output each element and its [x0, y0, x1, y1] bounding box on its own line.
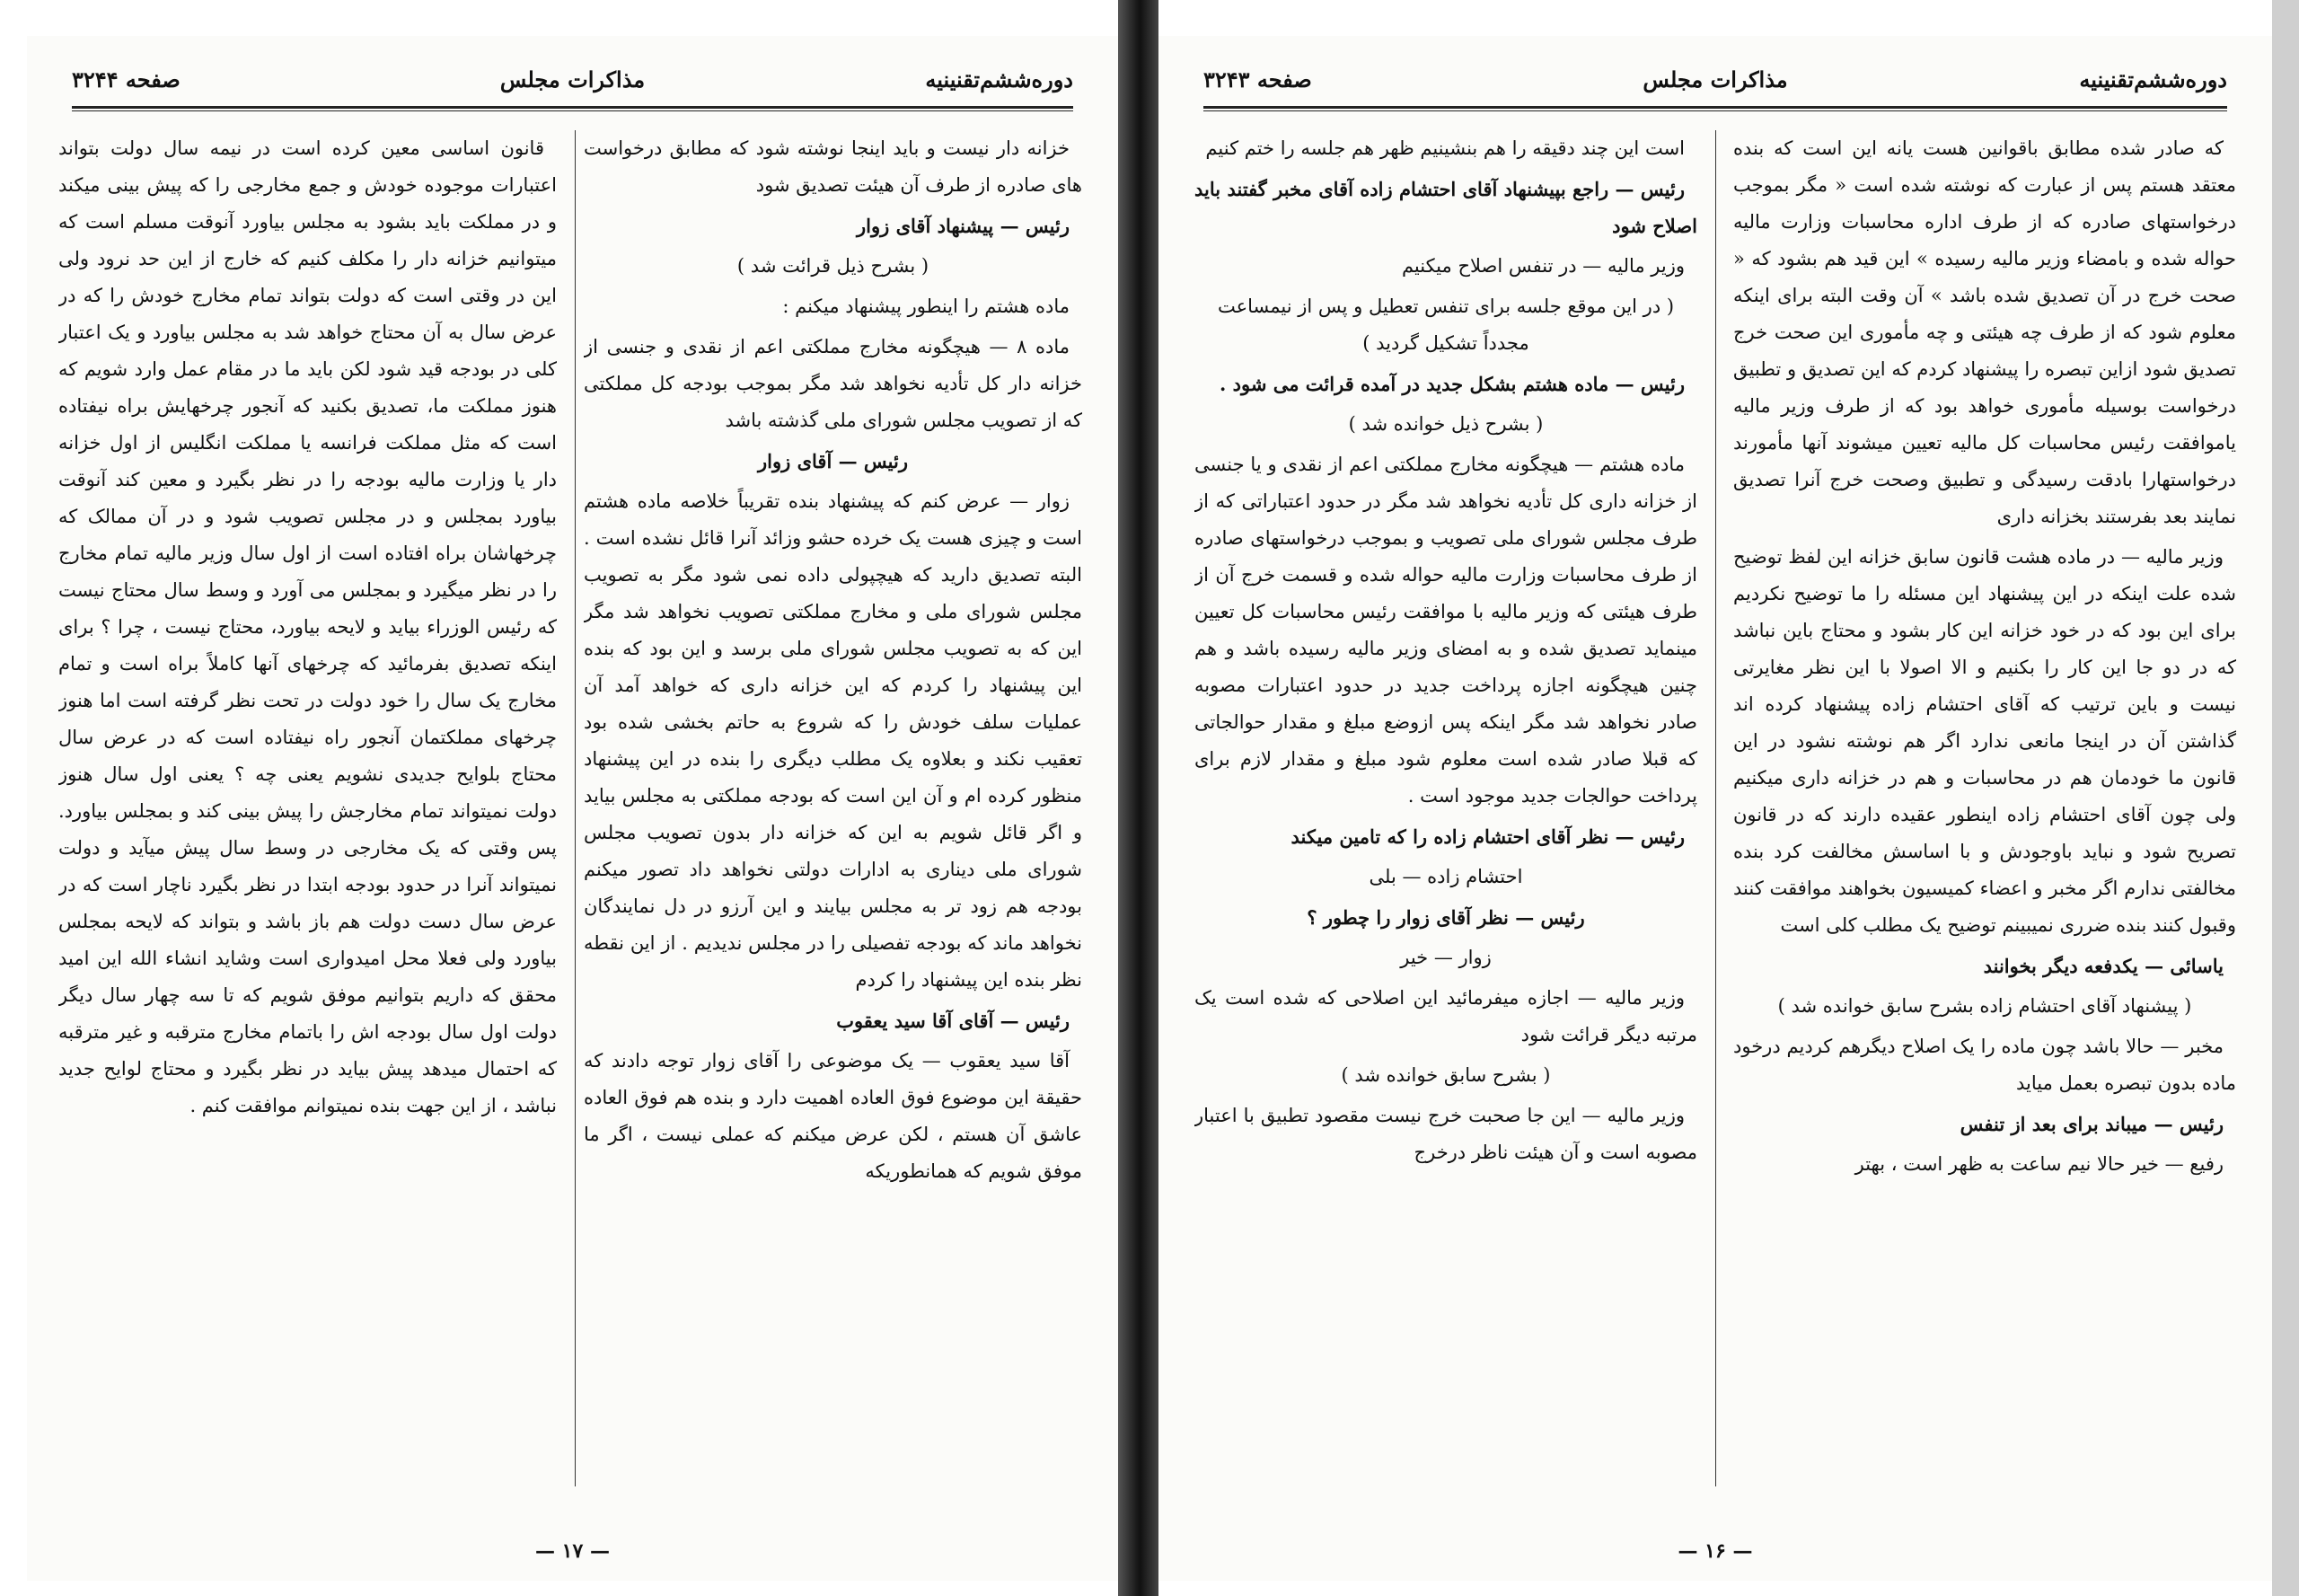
paragraph: وزیر مالیه — این جا صحبت خرج نیست مقصود تطبیق با اعتبار مصوبه است و آن هیئت ناظر درخرج [1194, 1105, 1697, 1163]
paragraph: وزیر مالیه — در تنفس اصلاح میکنیم [1401, 255, 1685, 277]
right-page-header [1203, 54, 2227, 108]
speaker-line: رئیس — نظر آقای زوار را چطور ؟ [1307, 906, 1585, 929]
header-session: دوره‌ششم‌تقنینیه [925, 66, 1073, 93]
paragraph: آقا سید یعقوب — یک موضوعی را آقای زوار توجه دادند که حقیقة این موضوع فوق العاده اهمیت دارد و بنده هم فوق العاده عاشق آن هستم ، لکن عرض میکنم که عملی نیست ، اگر ما موفق شویم که همانطوریکه [584, 1050, 1082, 1182]
paragraph: ماده هشتم را اینطور پیشنهاد میکنم : [782, 295, 1070, 317]
speaker-line: رئیس — راجع بپیشنهاد آقای احتشام زاده آقای مخبر گفتند باید اصلاح شود [1194, 178, 1697, 237]
header-rule-thin [72, 110, 1073, 111]
stage-note: ( بشرح ذیل قرائت شد ) [736, 255, 929, 277]
stage-note: ( بشرح سابق خوانده شد ) [1341, 1064, 1551, 1086]
right-page-left-column [1194, 130, 1697, 1486]
speaker-line: رئیس — ماده هشتم بشکل جدید در آمده قرائت می شود . [1220, 373, 1685, 395]
paragraph: خزانه دار نیست و باید اینجا نوشته شود که مطابق درخواست های صادره از طرف آن هیئت تصدیق شود [584, 137, 1082, 196]
speaker-line: رئیس — آقای زوار [758, 450, 908, 472]
folio-number: — ۱۶ — [1678, 1539, 1753, 1563]
left-page-left-column [58, 130, 557, 1486]
right-page [1158, 36, 2272, 1581]
speaker-line: رئیس — پیشنهاد آقای زوار [857, 215, 1070, 237]
column-divider [1715, 130, 1716, 1486]
speaker-line: رئیس — نظر آقای احتشام زاده را که تامین میکند [1290, 825, 1685, 848]
scanner-edge [2272, 0, 2299, 1596]
book-gutter [1118, 0, 1158, 1596]
header-page-number: صفحه ۳۲۴۳ [1203, 66, 1312, 93]
speaker-line: رئیس — آقای آقا سید یعقوب [836, 1010, 1070, 1032]
header-rule [1203, 106, 2227, 109]
paragraph: است این چند دقیقه را هم بنشینیم ظهر هم جلسه را ختم کنیم [1205, 137, 1685, 159]
folio-number: — ۱۷ — [535, 1539, 610, 1563]
paragraph: قانون اساسی معین کرده است در نیمه سال دولت بتواند اعتبارات موجوده خودش و جمع مخارجی را که پیش بینی میکند و در مملکت باید بشود به مجلس بیاورد آنوقت مسلم است که میتوانیم خزانه دار را مکلف کنیم که خارج از این حد نرود ولی این در وقتی است که دولت بتواند تمام مخارج خودش را که در عرض سال به آن محتاج خواهد شد به مجلس بیاورد و یک اعتبار کلی در بودجه قید شود لکن باید ما در مقام عمل وارد شویم که هنوز مملکت ما، تصدیق بکنید که آنجور چرخهایش براه نیفتاده است که مثل مملکت فرانسه یا مملکت انگلیس از اول خزانه دار یا وزارت مالیه بودجه را در نظر بگیرد و معین کند آنوقت بیاورد بمجلس و در مجلس تصویب شود و در آن ممالک که چرخهاشان براه افتاده است از اول سال وزیر مالیه تمام مخارج را در نظر میگیرد و بمجلس می آورد و وسط سال محتاج نیست که رئیس الوزراء بیاید و لایحه بیاورد، محتاج نیست ، چرا ؟ برای اینکه تصدیق بفرمائید که چرخهای آنها کاملاً براه است و تمام مخارج یک سال را خود دولت در تحت نظر گرفته است اما هنوز چرخهای مملکتمان آنجور راه نیفتاده است که در عرض سال محتاج بلوایح جدیدی نشویم یعنی چه ؟ یعنی اول سال هنوز دولت نمیتواند تمام مخارجش را پیش بینی کند و بمجلس بیاورد. پس وقتی که یک مخارجی در وسط سال پیش میآید و دولت نمیتواند آنرا در حدود بودجه ابتدا در نظر بگیرد ناچار است که در عرض سال دست دولت هم باز باشد و بتواند که لایحه بمجلس بیاورد ولی فعلا محل امیدواری است وشاید انشاء الله این امید محقق که داریم بتوانیم موفق شویم که تا سه چهار سال دیگر دولت اول سال بودجه اش را باتمام مخارج مترقبه و غیر مترقبه که احتمال میدهد پیش بیاید در نظر بگیرد و محتاج لوایح جدید نباشد ، از این جهت بنده نمیتوانم موافقت کنم . [58, 137, 557, 1116]
paragraph: رفیع — خیر حالا نیم ساعت به ظهر است ، بهتر [1854, 1153, 2224, 1175]
right-page-right-column [1733, 130, 2236, 1486]
paragraph: که صادر شده مطابق باقوانین هست یانه این است که بنده معتقد هستم پس از عبارت که نوشته شده است « مگر بموجب درخواستهای صادره که از طرف اداره محاسبات وزارت مالیه حواله شده و بامضاء وزیر مالیه رسیده » این قید هم بشود که « صحت خرج در آن تصدیق شده باشد » آن وقت البته برای اینکه معلوم شود که از طرف چه هیئتی و چه مأموری این صحت خرج تصدیق شود ازاین تبصره را پیشنهاد کردم که این تصدیق و تطبیق درخواست بوسیله مأموری خواهد بود که از طرف وزیر مالیه یاموافقت رئیس محاسبات کل مالیه تعیین میشوند آنها مأمورند درخواستهارا بادقت رسیدگی و تطبیق وصحت خرج آنرا تصدیق نمایند بعد بفرستند بخزانه داری [1733, 137, 2236, 527]
left-page-right-column [584, 130, 1082, 1486]
speaker-line: رئیس — میباند برای بعد از تنفس [1960, 1113, 2224, 1135]
paragraph: وزیر مالیه — در ماده هشت قانون سابق خزانه این لفظ توضیح شده علت اینکه در این پیشنهاد این مسئله را ما توضیح نکردیم برای این بود که در خود خزانه این کار بشود و محتاج باین نباشد که در دو جا این کار را بکنیم و الا اصولا با این نظر مغایرتی نیست و باین ترتیب که آقای احتشام زاده پیشنهاد کرده اند گذاشتن آن در اینجا مانعی ندارد اگر هم نوشته نشود در این قانون ما خودمان هم در محاسبات و هم در خزانه داری میکنیم ولی چون آقای احتشام زاده اینطور عقیده دارند که در قانون تصریح شود و نباید باوجودش و با اساسش مخالفت کرد بنده مخالفتی ندارم اگر مخبر و اعضاء کمیسیون بخواهند موافقت کنند وقبول کنند بنده ضرری نمیبینم توضیح یک مطلب کلی است [1733, 546, 2236, 936]
stage-note: ( بشرح ذیل خوانده شد ) [1348, 413, 1544, 435]
paragraph: وزیر مالیه — اجازه میفرمائید این اصلاحی که شده است یک مرتبه دیگر قرائت شود [1194, 987, 1697, 1045]
left-page-header [72, 54, 1073, 108]
header-page-number: صفحه ۳۲۴۴ [72, 66, 181, 93]
article-text: ماده هشتم — هیچگونه مخارج مملکتی اعم از نقدی و یا جنسی از خزانه داری کل تأدیه نخواهد شد مگر در حدود اعتباراتی که از طرف مجلس شورای ملی تصویب و بموجب درخواستهای صادره از طرف محاسبات وزارت مالیه حواله شده و قسمت خرج آن از طرف هیئتی که وزیر مالیه با موافقت رئیس محاسبات کل تعیین مینماید تصدیق شده و به امضای وزیر مالیه رسیده باشد و هم چنین هیچگونه اجازه پرداخت جدید در حدود اعتبارات مصوبه صادر نخواهد شد مگر اینکه پس ازوضع مبلغ و مقدار حوالجاتی که قبلا صادر شده است معلوم شود مبلغ و مقدار لازم برای پرداخت حوالجات جدید موجود است . [1194, 454, 1697, 807]
paragraph: مخبر — حالا باشد چون ماده را یک اصلاح دیگرهم کردیم درخود ماده بدون تبصره بعمل میاید [1733, 1036, 2236, 1094]
paragraph: زوار — عرض کنم که پیشنهاد بنده تقریباً خلاصه ماده هشتم است و چیزی هست یک خرده حشو وزائد آنرا قائل نشده است . البته تصدیق دارید که هیچپولی داده نمی شود مگر به تصویب مجلس شورای ملی و مخارج مملکتی تصویب نخواهد شد مگر این که به تصویب مجلس شورای ملی برسد و این بود که بنده این پیشنهاد را کردم که این خزانه داری که خواهد آمد آن عملیات سلف خودش را که شروع به حاتم بخشی شده بود تعقیب نکند و بعلاوه یک مطلب دیگری را بنده در این پیشنهاد منظور کرده ام و آن این است که بودجه مملکتی به مجلس بیاید و اگر قائل شویم به این که خزانه دار بدون تصویب مجلس شورای ملی دیناری به ادارات دولتی نخواهد داد تصور میکنم بودجه هم زود تر به مجلس بیایند و این آرزو در دل نمایندگان نخواهد ماند که بودجه تفصیلی را در مجلس ندیدیم . از این نقطه نظر بنده این پیشنهاد را کردم [584, 490, 1082, 991]
stage-note: ( پیشنهاد آقای احتشام زاده بشرح سابق خوانده شد ) [1777, 995, 2192, 1017]
header-title: مذاکرات مجلس [1643, 66, 1788, 93]
column-divider [575, 130, 576, 1486]
speaker-line: یاسائی — یکدفعه دیگر بخوانند [1983, 955, 2224, 977]
header-title: مذاکرات مجلس [499, 66, 646, 93]
header-rule [72, 106, 1073, 109]
speaker-line: احتشام زاده — بلی [1369, 866, 1523, 887]
article-text: ماده ۸ — هیچگونه مخارج مملکتی اعم از نقدی و جنسی از خزانه دار کل تأدیه نخواهد شد مگر بموجب بودجه کل مملکتی که از تصویب مجلس شورای ملی گذشته باشد [584, 336, 1082, 431]
header-session: دوره‌ششم‌تقنینیه [2079, 66, 2227, 93]
left-page [27, 36, 1118, 1581]
stage-note: ( در این موقع جلسه برای تنفس تعطیل و پس از نیمساعت مجدداً تشکیل گردید ) [1217, 295, 1675, 354]
speaker-line: زوار — خیر [1400, 947, 1492, 968]
header-rule-thin [1203, 110, 2227, 111]
